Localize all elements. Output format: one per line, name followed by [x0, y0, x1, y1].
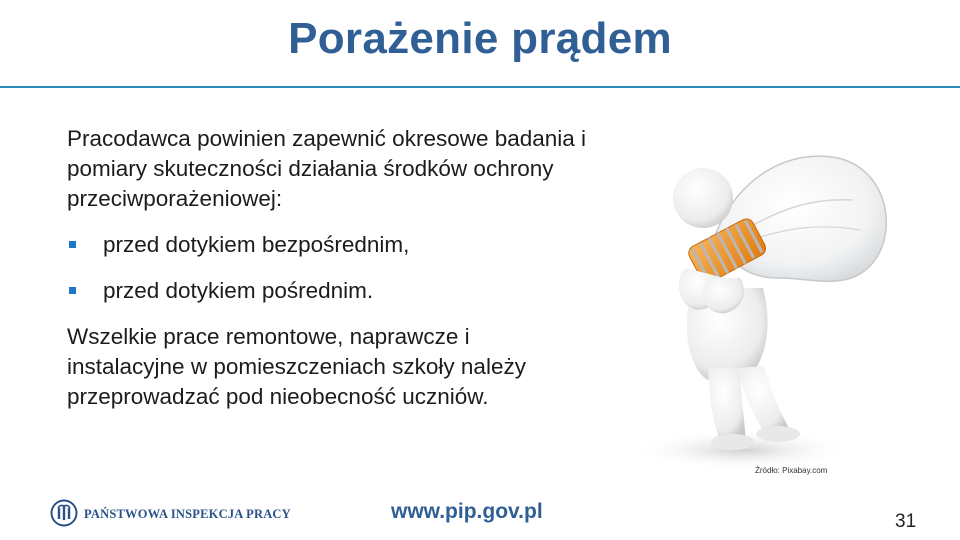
bullet-item: [67, 230, 587, 260]
pip-emblem-icon: [50, 499, 78, 527]
website-url[interactable]: www.pip.gov.pl: [391, 500, 543, 523]
outro-paragraph: Wszelkie prace remontowe, naprawcze i instalacyjne w pomieszczeniach szkoły należy przeprowadzać pod nieobecność uczniów.: [67, 324, 526, 409]
bullet-text: przed dotykiem pośrednim.: [103, 278, 374, 303]
bullet-item: [67, 276, 587, 306]
pip-logo: [50, 499, 291, 529]
title-divider: [0, 86, 960, 88]
square-bullet-icon: [69, 241, 76, 248]
page-number: 31: [895, 511, 917, 532]
slide-body: [67, 124, 587, 412]
intro-paragraph: Pracodawca powinien zapewnić okresowe badania i pomiary skuteczności działania środków ochrony przeciwporażeniowej:: [67, 126, 587, 211]
organization-name: PAŃSTWOWA INSPEKCJA PRACY: [84, 507, 291, 521]
bullet-text: przed dotykiem bezpośrednim,: [103, 232, 410, 257]
image-credit: Źródło: Pixabay.com: [755, 466, 828, 475]
slide-title: Porażenie prądem: [288, 14, 672, 63]
square-bullet-icon: [69, 287, 76, 294]
lightbulb-figure-image: [598, 118, 898, 480]
